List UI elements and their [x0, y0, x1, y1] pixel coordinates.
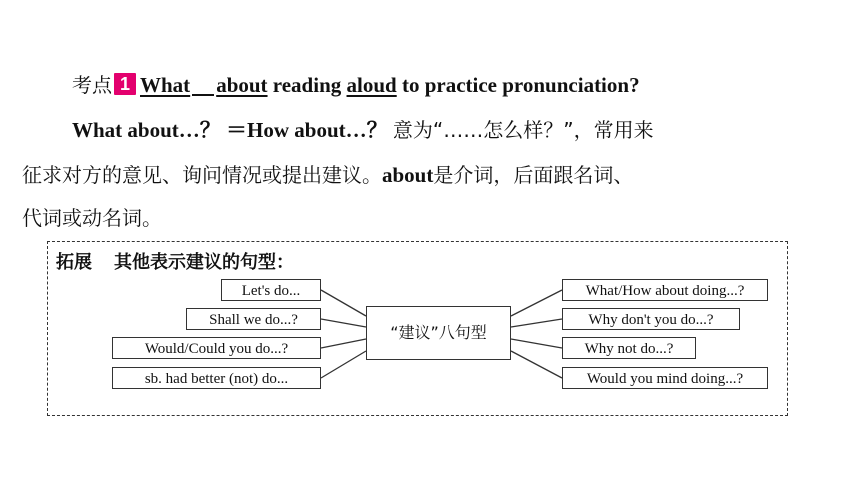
pattern-right-2: Why don't you do...?: [562, 308, 740, 330]
connector-right-2: [511, 319, 562, 327]
question-tail: to practice pronunciation?: [401, 73, 640, 97]
extension-title: 其他表示建议的句型：: [114, 252, 294, 273]
key-point-label: 考点: [72, 73, 112, 97]
connector-right-3: [511, 339, 562, 348]
question-word-about: about: [216, 73, 268, 97]
connector-left-1: [321, 290, 366, 316]
connector-left-3: [321, 339, 366, 348]
pattern-left-1: Let's do...: [221, 279, 321, 301]
question-word-what: What: [140, 73, 191, 97]
explanation-usage: 征求对方的意见、询问情况或提出建议。: [22, 163, 382, 187]
pattern-left-2: Shall we do...?: [186, 308, 321, 330]
explanation-objects: 代词或动名词。: [22, 206, 162, 230]
mindmap-center-node: “建议”八句型: [366, 306, 511, 360]
extension-label: 拓展: [56, 252, 92, 273]
explanation-meaning: 意为“……怎么样？”，常用来: [392, 118, 654, 142]
explanation-preposition: 是介词，后面跟名词、: [433, 163, 634, 187]
question-word-reading: reading: [272, 73, 342, 97]
connector-right-1: [511, 290, 562, 316]
pattern-right-1: What/How about doing...?: [562, 279, 768, 301]
pattern-right-4: Would you mind doing...?: [562, 367, 768, 389]
explanation-about-word: about: [382, 163, 434, 187]
connector-left-4: [321, 351, 366, 378]
key-point-number-badge: 1: [114, 73, 136, 95]
connector-left-2: [321, 319, 366, 327]
pattern-left-4: sb. had better (not) do...: [112, 367, 321, 389]
question-word-aloud: aloud: [346, 73, 397, 97]
explanation-pattern: What about…？ ＝How about…？: [72, 118, 388, 142]
pattern-left-3: Would/Could you do...?: [112, 337, 321, 359]
connector-right-4: [511, 351, 562, 378]
pattern-right-3: Why not do...?: [562, 337, 696, 359]
